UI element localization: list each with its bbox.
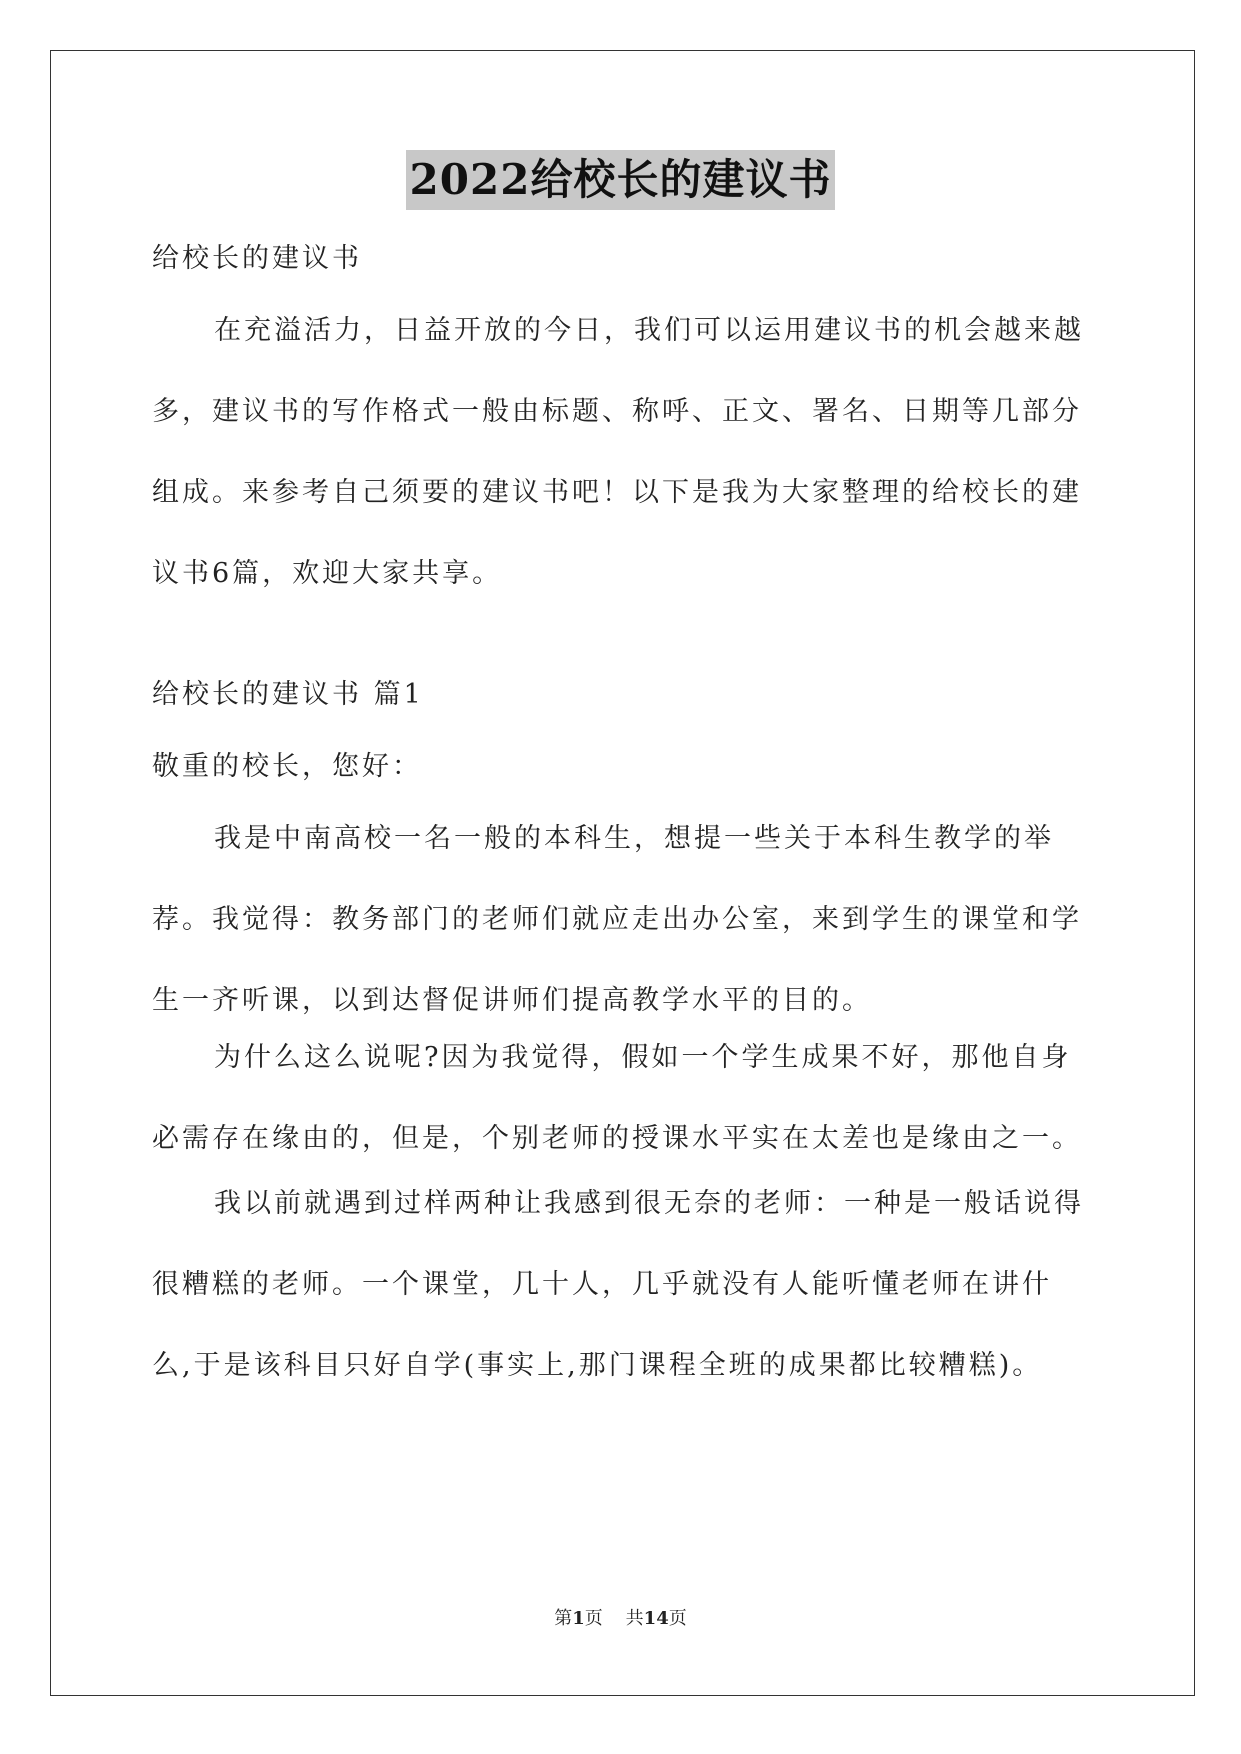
total-pages: 14 — [643, 1608, 669, 1629]
body-paragraph: 我以前就遇到过样两种让我感到很无奈的老师：一种是一般话说得很糟糕的老师。一个课堂，几十人，几乎就没有人能听懂老师在讲什么,于是该科目只好自学(事实上,那门课程全班的成果都比较糟糕)。 — [152, 1188, 1084, 1381]
page-footer — [0, 1604, 1241, 1630]
page-prefix: 第 — [554, 1608, 573, 1629]
page-number: 1 — [572, 1608, 585, 1629]
document-title: 2022给校长的建议书 — [406, 150, 836, 210]
salutation: 敬重的校长，您好： — [152, 751, 422, 782]
section-heading: 给校长的建议书 篇1 — [152, 679, 424, 710]
body-paragraph: 为什么这么说呢?因为我觉得，假如一个学生成果不好，那他自身必需存在缘由的，但是，个别老师的授课水平实在太差也是缘由之一。 — [152, 1042, 1082, 1154]
intro-paragraph: 在充溢活力，日益开放的今日，我们可以运用建议书的机会越来越多，建议书的写作格式一般由标题、称呼、正文、署名、日期等几部分组成。来参考自己须要的建议书吧！以下是我为大家整理的给校长的建议书6篇，欢迎大家共享。 — [152, 315, 1084, 589]
subtitle: 给校长的建议书 — [152, 243, 362, 274]
total-prefix: 共 — [625, 1608, 644, 1629]
body-paragraph: 我是中南高校一名一般的本科生，想提一些关于本科生教学的举荐。我觉得：教务部门的老师们就应走出办公室，来到学生的课堂和学生一齐听课，以到达督促讲师们提高教学水平的目的。 — [152, 823, 1082, 1016]
total-suffix: 页 — [668, 1608, 687, 1629]
document-title-wrapper — [0, 150, 1241, 210]
page-suffix: 页 — [584, 1608, 603, 1629]
